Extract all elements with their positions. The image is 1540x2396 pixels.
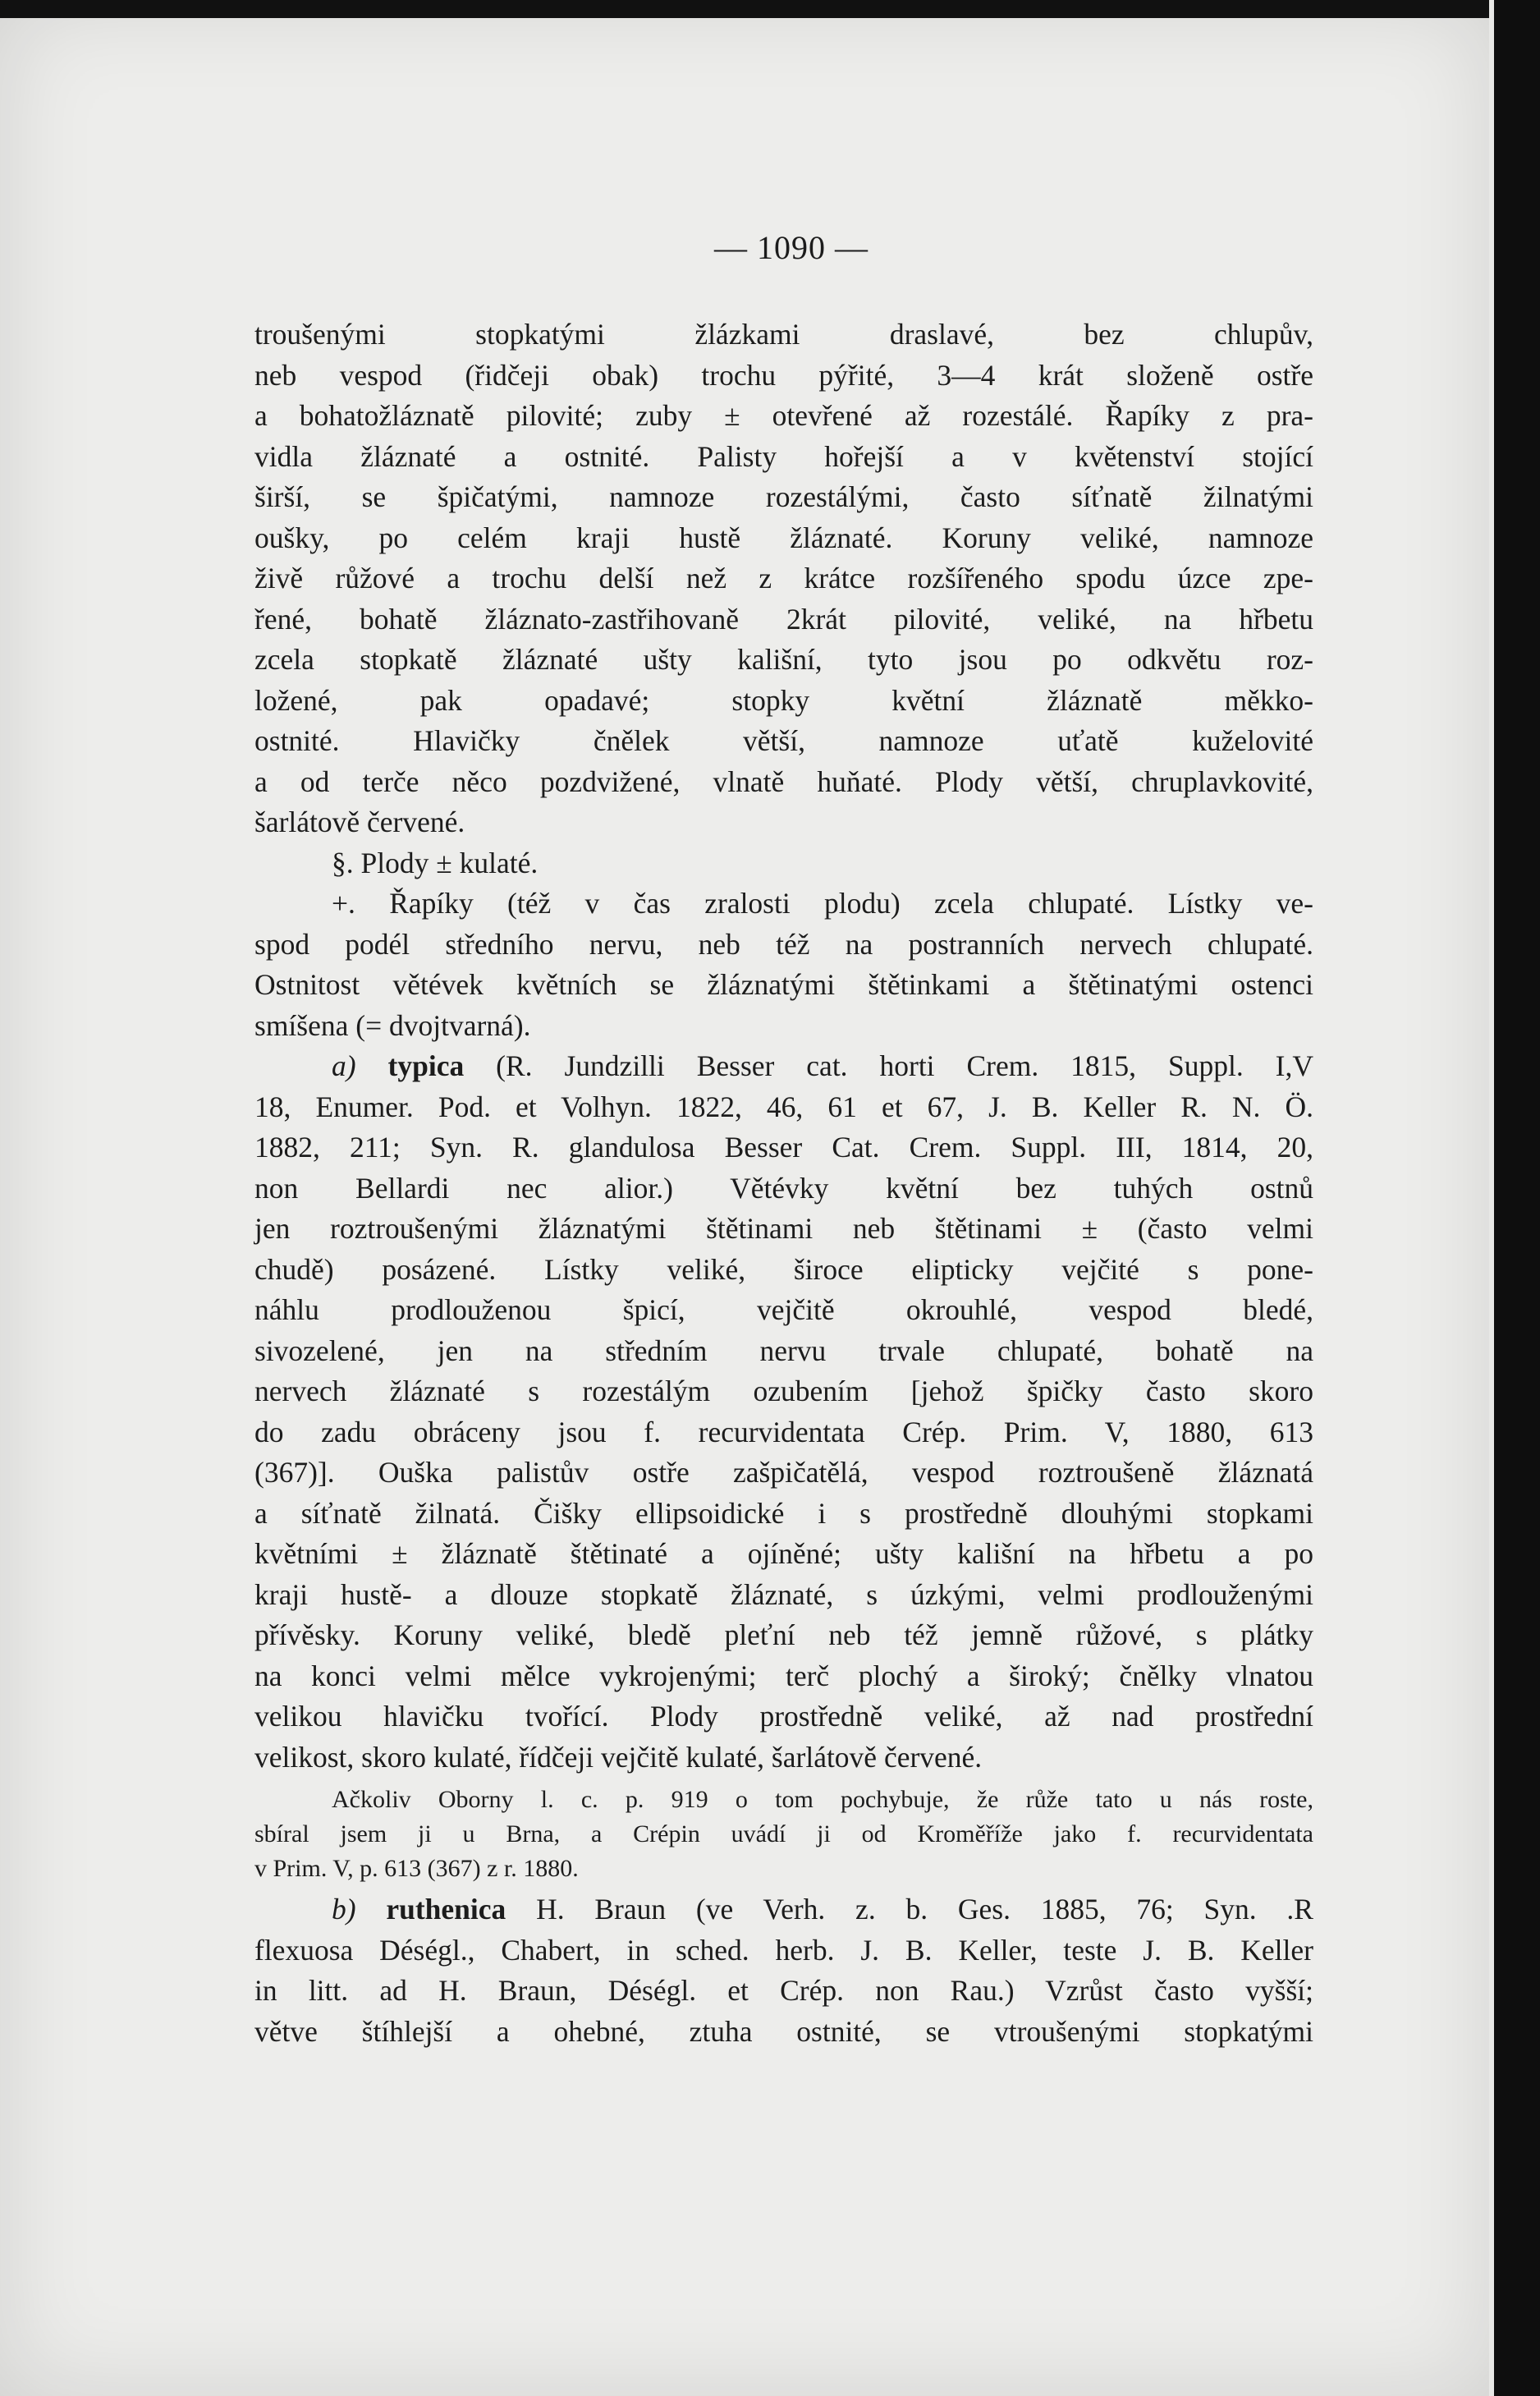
- text-line: přívěsky. Koruny veliké, bledě pleťní neb též jemně růžové, s plátky: [254, 1618, 1313, 1651]
- text-line: větve štíhlejší a ohebné, ztuha ostnité, se vtroušenými stopkatými: [254, 2014, 1313, 2048]
- text-line: květními ± žláznatě štětinaté a ojíněné; ušty kališní na hřbetu a po: [254, 1537, 1313, 1570]
- text-line: sivozelené, jen na středním nervu trvale chlupaté, bohatě na: [254, 1333, 1313, 1367]
- text-line: Ostnitost větévek květních se žláznatými štětinkami a štětinatými ostenci: [254, 968, 1313, 1001]
- text-line: +. Řapíky (též v čas zralosti plodu) zcela chlupaté. Lístky ve-: [332, 887, 1313, 920]
- text-fragment: (R. Jundzilli Besser cat. horti Crem. 1815, Suppl. I,V: [496, 1049, 1314, 1082]
- text-line: velikou hlavičku tvořící. Plody prostředně veliké, až nad prostřední: [254, 1700, 1313, 1733]
- variety-marker: a): [332, 1049, 356, 1082]
- text-line: a od terče něco pozdvižené, vlnatě huňaté. Plody větší, chruplavkovité,: [254, 764, 1313, 798]
- variety-ruthenica: [254, 1889, 1313, 2052]
- page-number: — 1090 —: [714, 229, 869, 266]
- note-line: sbíral jsem ji u Brna, a Crépin uvádí ji od Kroměříže jako f. recurvidentata: [254, 1820, 1313, 1847]
- text-line: a bohatožláznatě pilovité; zuby ± otevřené až rozestálé. Řapíky z pra-: [254, 399, 1313, 432]
- section-plody-kulate: §. Plody ± kulaté.: [332, 846, 539, 879]
- variety-name: ruthenica: [386, 1893, 506, 1926]
- text-line: ložené, pak opadavé; stopky květní žláznatě měkko-: [254, 683, 1313, 717]
- text-line: smíšena (= dvojtvarná).: [254, 1008, 531, 1042]
- variety-ruthenica-heading: [254, 1889, 1313, 1930]
- footnote: [254, 1783, 1313, 1886]
- text-line: živě růžové a trochu delší než z krátce rozšířeného spodu úzce zpe-: [254, 562, 1313, 594]
- text-line: spod podél středního nervu, neb též na postranních nervech chlupaté.: [254, 927, 1313, 961]
- text-line: na konci velmi mělce vykrojenými; terč plochý a široký; čnělky vlnatou: [254, 1659, 1313, 1692]
- text-fragment: H. Braun (ve Verh. z. b. Ges. 1885, 76; Syn. .R: [536, 1893, 1313, 1926]
- text-line: náhlu prodlouženou špicí, vejčitě okrouhlé, vespod bledé,: [254, 1293, 1313, 1326]
- page-text: [254, 220, 1313, 2052]
- text-line: do zadu obráceny jsou f. recurvidentata Crép. Prim. V, 1880, 613: [254, 1415, 1313, 1448]
- text-line: neb vespod (řidčeji obak) trochu pýřité, 3—4 krát složeně ostře: [254, 358, 1313, 392]
- text-line: a síťnatě žilnatá. Čišky ellipsoidické i s prostředně dlouhými stopkami: [254, 1496, 1313, 1530]
- text-line: (367)]. Ouška palistův ostře zašpičatělá, vespod roztroušeně žláznatá: [254, 1456, 1313, 1489]
- text-line: jen roztroušenými žláznatými štětinami neb štětinami ± (často velmi: [254, 1212, 1313, 1245]
- text-line: řené, bohatě žláznato-zastřihovaně 2krát pilovité, veliké, na hřbetu: [254, 602, 1313, 636]
- text-line: šarlátově červené.: [254, 806, 465, 838]
- text-line: troušenými stopkatými žlázkami draslavé, bez chlupův,: [254, 318, 1313, 351]
- text-line: ostnité. Hlavičky čnělek větší, namnoze uťatě kuželovité: [254, 724, 1313, 757]
- main-text: [254, 314, 1313, 1778]
- text-line: kraji hustě- a dlouze stopkatě žláznaté, s úzkými, velmi prodlouženými: [254, 1577, 1313, 1611]
- text-line: oušky, po celém kraji hustě žláznaté. Koruny veliké, namnoze: [254, 521, 1313, 554]
- scan-right-edge: [1494, 0, 1540, 2396]
- text-line: non Bellardi nec alior.) Větévky květní bez tuhých ostnů: [254, 1171, 1313, 1205]
- text-line: zcela stopkatě žláznaté ušty kališní, tyto jsou po odkvětu roz-: [254, 643, 1313, 676]
- text-line: nervech žláznaté s rozestálým ozubením [jehož špičky často skoro: [254, 1375, 1313, 1407]
- text-line: flexuosa Déségl., Chabert, in sched. herb. J. B. Keller, teste J. B. Keller: [254, 1933, 1313, 1967]
- note-line: v Prim. V, p. 613 (367) z r. 1880.: [254, 1855, 579, 1882]
- text-line: 18, Enumer. Pod. et Volhyn. 1822, 46, 61 et 67, J. B. Keller R. N. Ö.: [254, 1090, 1313, 1123]
- variety-typica-heading: [254, 1046, 1313, 1087]
- text-line: chudě) posázené. Lístky veliké, široce elipticky vejčité s pone-: [254, 1252, 1313, 1286]
- variety-marker: b): [332, 1893, 356, 1926]
- text-line: in litt. ad H. Braun, Déségl. et Crép. non Rau.) Vzrůst často vyšší;: [254, 1974, 1313, 2007]
- text-line: velikost, skoro kulaté, řídčeji vejčitě kulaté, šarlátově červené.: [254, 1740, 983, 1774]
- scan-top-edge: [0, 0, 1540, 18]
- text-line: vidla žláznaté a ostnité. Palisty hořejší a v květenství stojící: [254, 439, 1313, 473]
- text-line: 1882, 211; Syn. R. glandulosa Besser Cat. Crem. Suppl. III, 1814, 20,: [254, 1131, 1313, 1164]
- text-line: širší, se špičatými, namnoze rozestálými, často síťnatě žilnatými: [254, 480, 1313, 513]
- variety-name: typica: [387, 1049, 465, 1082]
- note-line: Ačkoliv Oborny l. c. p. 919 o tom pochybuje, že růže tato u nás roste,: [332, 1786, 1313, 1813]
